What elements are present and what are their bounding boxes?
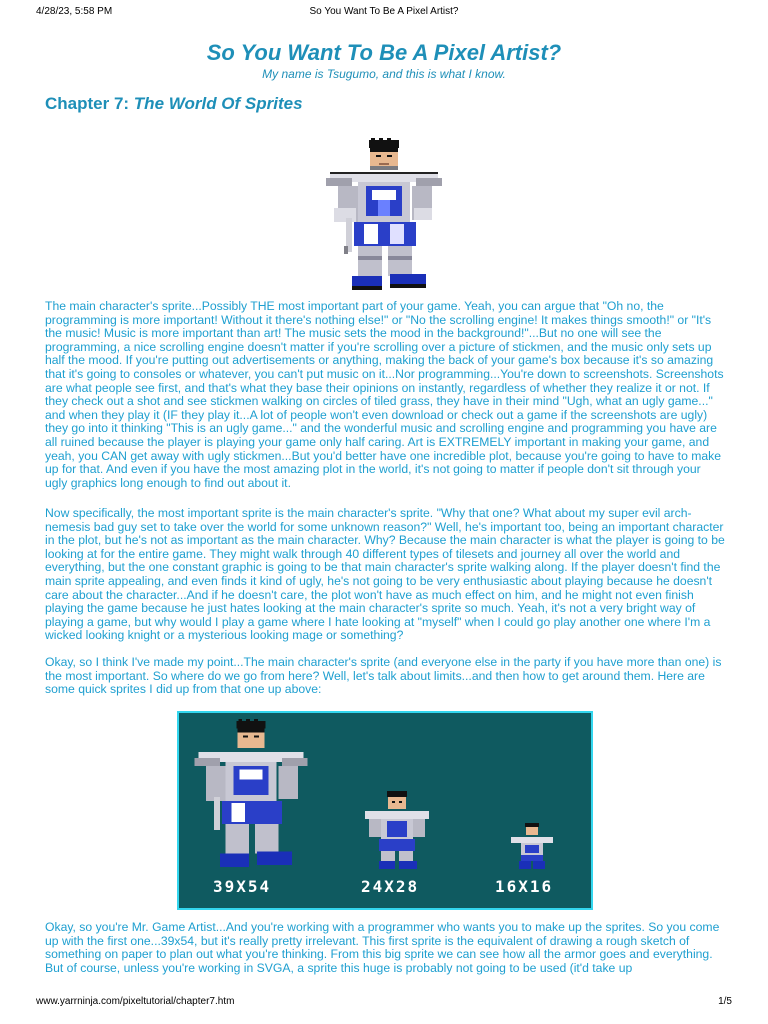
chapter-heading — [45, 94, 303, 114]
sprite-size-comparison-image — [177, 711, 593, 910]
body-paragraph-4: Okay, so you're Mr. Game Artist...And you're working with a programmer who wants you to make up the sprites. So you come up with the first one...39x54, but it's really pretty irrelevant. This first sprite is the equivalent of drawing a rough sketch of something on paper to plan out what you're thinking. From this big sprite we can see how all the armor goes and everything. But of course, unless you're working in SVGA, a sprite this huge is probably not going to be used (it'd take up — [45, 920, 720, 975]
print-page-title: So You Want To Be A Pixel Artist? — [309, 6, 459, 17]
body-paragraph-1: The main character's sprite...Possibly THE most important part of your game. Yeah, you can argue that "Oh no, the programming is more important! Without it there's nothing else!" or "No the scrolling engine! It makes things smooth!" or "It's the music! Music is more important than art! The music sets the mood in the background!"...But no one will see the programming, a nice scrolling engine doesn't matter if you're scrolling over a picture of stickmen, and the music only sets up half the mood. If you're putting out advertisements or anything, making the back of your game's box because it's so amazing that it's going to consoles or whatever, you can't put music on it...Nor programming...You're down to screenshots. Screenshots are what people see first, and that's what they base their opinions on instantly, regardless of whether they realize it or not. If they check out a shot and see stickmen walking on circles of tiled grass, they have in their mind "Ugh, what an ugly game..." and when they play it (IF they play it...A lot of people won't even download or check out a game if the screenshots are ugly) they go into it thinking "This is an ugly game..." and the wonderful music and scrolling engine and programming you have are all ruined because the player is playing your game only half caring. Art is EXTREMELY important in making your game, and yeah, you CAN get away with ugly stickmen...But you'd better have one incredible plot, because you're going to have to make up for that. And even if you have the most amazing plot in the world, it's not going to matter if people don't sit through your ugly graphics long enough to find out about it. — [45, 299, 724, 490]
knight-sprite-image — [324, 138, 444, 292]
sprite-size-label-1: 39X54 — [213, 877, 272, 896]
body-paragraph-3: Okay, so I think I've made my point...The main character's sprite (and everyone else in the party if you have more than one) is the most important. So where do we go from here? Well, let's talk about limits...and then how to get around them. Here are some quick sprites I did up from that one up above: — [45, 655, 722, 697]
print-datetime: 4/28/23, 5:58 PM — [36, 6, 113, 17]
body-paragraph-2: Now specifically, the most important sprite is the main character's sprite. "Why that one? What about my super evil arch-nemesis bad guy set to take over the world for some unknown reason?" Well, he's important too, being an important character in the plot, but he's not as important as the main character. Why? Because the main character is what the player is going to be looking at for the entire game. They might walk through 40 different types of tilesets and journey all over the world and everything, but the one constant graphic is going to be that main character's sprite walking along. If the player doesn't find the main sprite appealing, and even finds it kind of ugly, he's not going to be very enthusiastic about playing because he doesn't care about the character...And if he doesn't care, the plot won't have as much effect on him, and he might not even finish playing the game because he just hates looking at the main character's sprite so much. Yeah, it's not a very bright way of playing a game, but why would I play a game where I hate looking at "myself" when I could go play another one where I'm a wicked looking knight or a mysterious looking mage or something? — [45, 506, 725, 643]
page-subtitle: My name is Tsugumo, and this is what I know. — [262, 67, 506, 81]
sprite-39x54-image — [191, 719, 311, 869]
sprite-size-label-3: 16X16 — [495, 877, 554, 896]
chapter-prefix: Chapter 7: — [45, 94, 134, 113]
chapter-title: The World Of Sprites — [133, 94, 303, 113]
page-title: So You Want To Be A Pixel Artist? — [206, 40, 562, 65]
print-url: www.yarrninja.com/pixeltutorial/chapter7.htm — [36, 996, 235, 1007]
print-page-number: 1/5 — [718, 996, 732, 1007]
print-footer — [36, 996, 732, 1010]
sprite-16x16-image — [509, 823, 555, 869]
sprite-24x28-image — [361, 791, 433, 869]
print-header — [36, 6, 732, 20]
sprite-size-label-2: 24X28 — [361, 877, 420, 896]
